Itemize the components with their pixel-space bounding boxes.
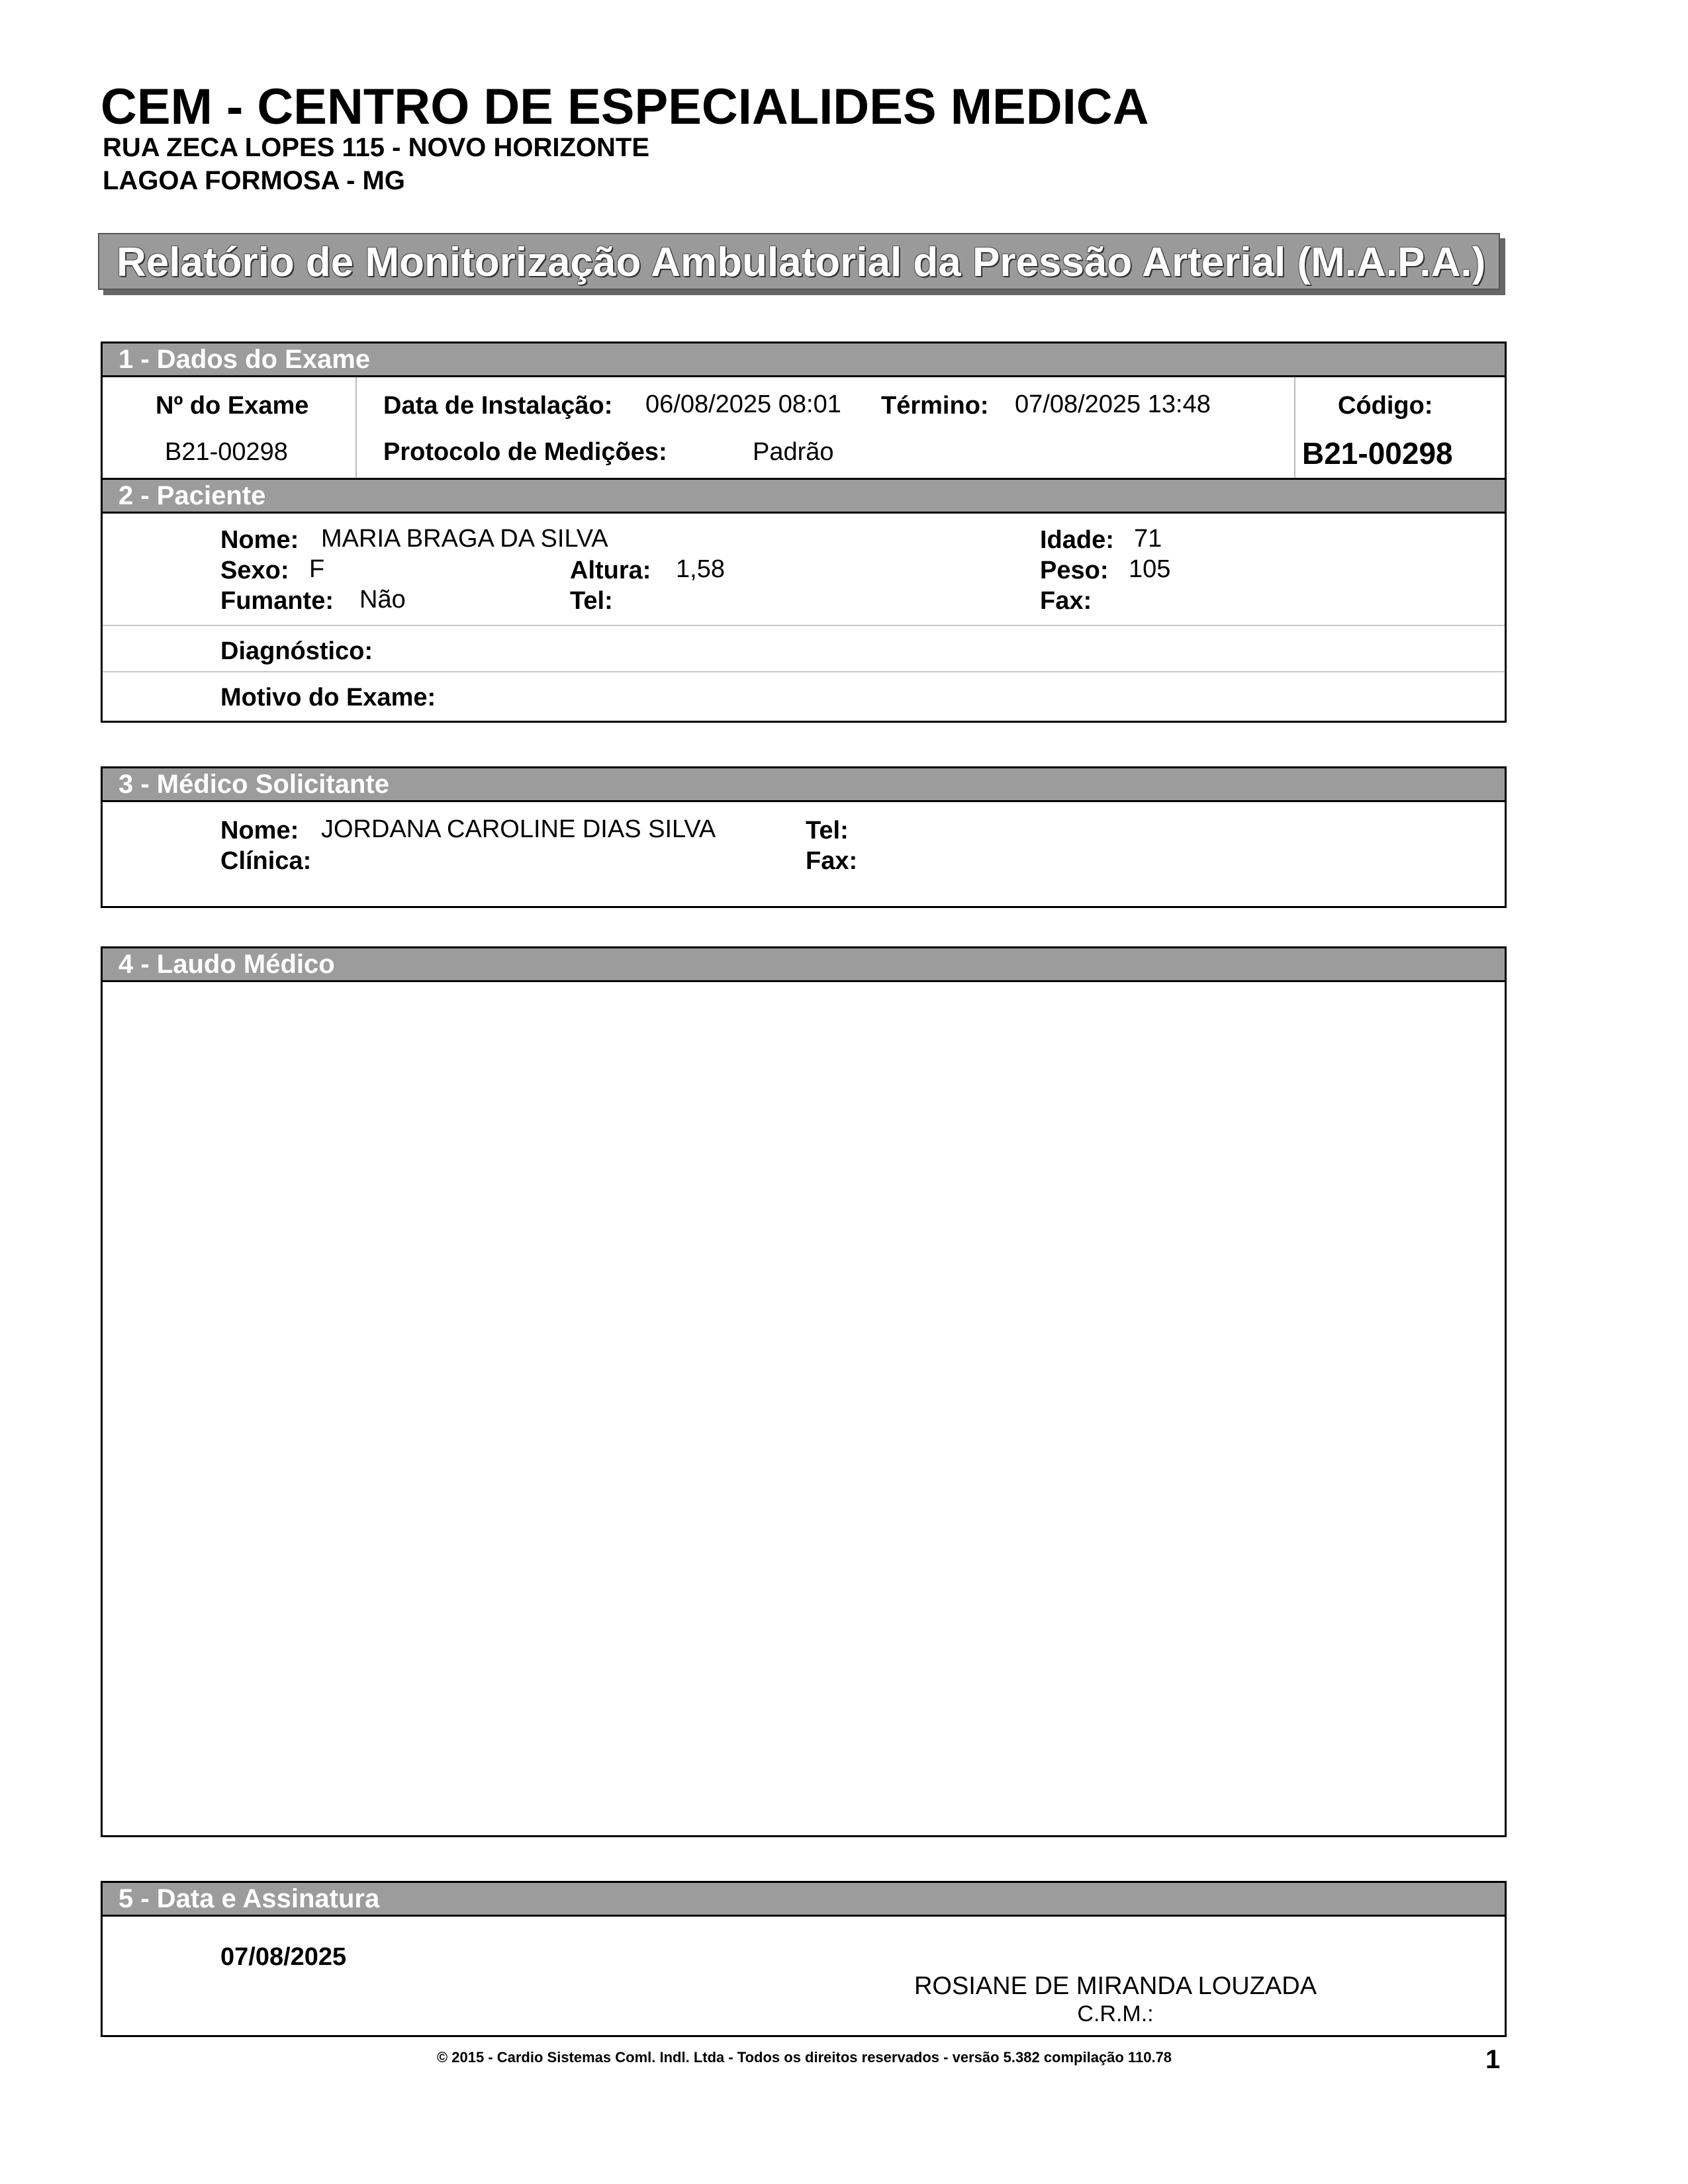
page-number: 1	[1485, 2045, 1501, 2074]
exam-reason-label: Motivo do Exame:	[220, 684, 436, 711]
patient-smoker-value: Não	[359, 586, 406, 614]
clinic-label: Clínica:	[220, 847, 312, 875]
report-title-banner	[98, 233, 1500, 290]
column-divider	[1294, 377, 1295, 480]
copyright-footer: © 2015 - Cardio Sistemas Coml. Indl. Ltda - Todos os direitos reservados - versão 5.382 compilação 110.78	[436, 2049, 1172, 2066]
patient-weight-value: 105	[1129, 555, 1171, 583]
exam-number-label: Nº do Exame	[156, 392, 309, 420]
diagnosis-label: Diagnóstico:	[220, 637, 373, 665]
row-divider	[103, 625, 1505, 626]
section-medical-report	[101, 946, 1507, 1837]
patient-name-value: MARIA BRAGA DA SILVA	[321, 525, 608, 553]
patient-sex-label: Sexo:	[220, 557, 289, 584]
install-date-value: 06/08/2025 08:01	[645, 390, 841, 418]
patient-name-label: Nome:	[220, 526, 299, 554]
organization-name: CEM - CENTRO DE ESPECIALIDES MEDICA	[101, 79, 1149, 135]
protocol-label: Protocolo de Medições:	[383, 438, 667, 466]
address-line-1: RUA ZECA LOPES 115 - NOVO HORIZONTE	[103, 133, 650, 162]
patient-sex-value: F	[309, 555, 325, 583]
column-divider	[355, 377, 357, 480]
patient-smoker-label: Fumante:	[220, 587, 334, 615]
report-title: Relatório de Monitorização Ambulatorial da Pressão Arterial (M.A.P.A.)	[117, 240, 1486, 285]
doctor-tel-label: Tel:	[806, 817, 849, 844]
patient-height-value: 1,58	[676, 555, 725, 583]
section-heading: 2 - Paciente	[103, 478, 1505, 514]
patient-weight-label: Peso:	[1040, 557, 1109, 584]
patient-tel-label: Tel:	[570, 587, 613, 615]
patient-age-value: 71	[1134, 525, 1162, 553]
section-heading: 4 - Laudo Médico	[103, 948, 1505, 982]
install-date-label: Data de Instalação:	[383, 392, 613, 420]
crm-label: C.R.M.:	[1077, 2001, 1154, 2026]
section-heading: 5 - Data e Assinatura	[103, 1883, 1505, 1917]
section-heading: 1 - Dados do Exame	[103, 343, 1505, 377]
medical-report-body	[103, 982, 1505, 1835]
doctor-name-label: Nome:	[220, 817, 299, 844]
section-patient	[101, 478, 1507, 723]
patient-height-label: Altura:	[570, 557, 651, 584]
end-date-label: Término:	[881, 392, 989, 420]
section-requesting-doctor	[101, 766, 1507, 908]
row-divider	[103, 671, 1505, 672]
signer-name: ROSIANE DE MIRANDA LOUZADA	[914, 1972, 1317, 2000]
section-heading: 3 - Médico Solicitante	[103, 768, 1505, 802]
signature-date: 07/08/2025	[220, 1943, 347, 1971]
code-value: B21-00298	[1302, 436, 1453, 471]
section-exam-data	[101, 341, 1507, 482]
address-line-2: LAGOA FORMOSA - MG	[103, 166, 405, 195]
code-label: Código:	[1338, 392, 1433, 420]
patient-fax-label: Fax:	[1040, 587, 1092, 615]
section-date-signature	[101, 1881, 1507, 2037]
patient-age-label: Idade:	[1040, 526, 1114, 554]
doctor-fax-label: Fax:	[806, 847, 858, 875]
exam-number-value: B21-00298	[165, 438, 288, 466]
end-date-value: 07/08/2025 13:48	[1015, 390, 1211, 418]
doctor-name-value: JORDANA CAROLINE DIAS SILVA	[321, 815, 716, 843]
protocol-value: Padrão	[753, 438, 834, 466]
